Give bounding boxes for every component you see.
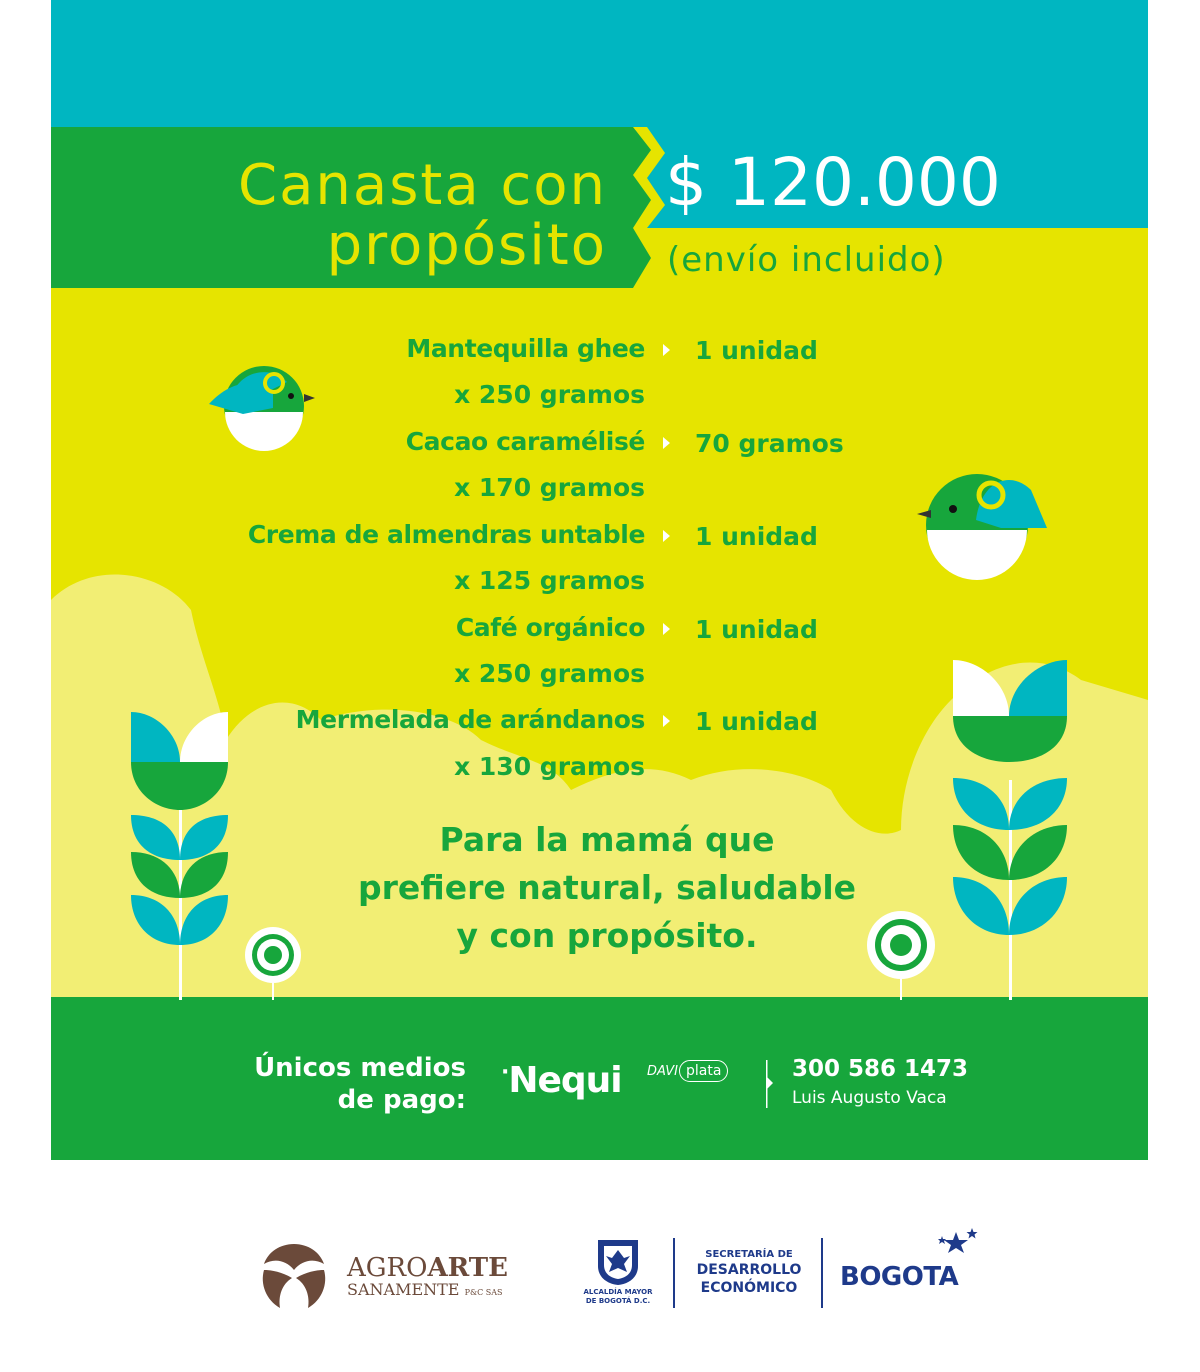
agroarte-company: P&C SAS: [464, 1288, 503, 1297]
payment-label: [254, 1052, 466, 1116]
secretaria-line-2: DESARROLLO: [696, 1262, 802, 1278]
teal-band: [51, 0, 1148, 127]
arrow-icon: [663, 623, 670, 635]
agroarte-sub-text: SANAMENTE: [347, 1280, 460, 1299]
sponsors-footer: [0, 1160, 1200, 1372]
tagline-line-3: y con propósito.: [456, 916, 758, 955]
nequi-logo: ·Nequi: [501, 1060, 622, 1101]
payment-owner: Luis Augusto Vaca: [792, 1088, 947, 1108]
arrow-icon: [663, 530, 670, 542]
payment-phone: 300 586 1473: [792, 1056, 969, 1082]
sponsor-divider: [821, 1238, 823, 1308]
daviplata-prefix: DAVI: [647, 1064, 678, 1079]
product-quantity: 1 unidad: [695, 336, 818, 365]
secretaria-line-1: SECRETARÍA DE: [705, 1249, 793, 1260]
product-name: Crema de almendras untable: [247, 520, 645, 549]
nequi-text: Nequi: [508, 1060, 622, 1101]
product-size: x 130 gramos: [454, 752, 645, 781]
bogota-logo: BOGOTA: [840, 1262, 959, 1292]
tagline-line-1: Para la mamá que: [439, 820, 775, 859]
product-name: Mantequilla ghee: [406, 334, 645, 363]
arrow-icon: [663, 344, 670, 356]
alcaldia-line-2: DE BOGOTÁ D.C.: [585, 1297, 651, 1305]
tagline: [321, 816, 893, 960]
product-size: x 125 gramos: [454, 566, 645, 595]
product-size: x 250 gramos: [454, 659, 645, 688]
agroarte-brand-suffix: ARTE: [427, 1253, 508, 1283]
secretaria-text: [688, 1248, 810, 1297]
product-size: x 250 gramos: [454, 380, 645, 409]
title-line-2: propósito: [326, 213, 607, 278]
alcaldia-line-1: ALCALDÍA MAYOR: [583, 1288, 653, 1296]
arrow-icon: [663, 715, 670, 727]
poster: [51, 0, 1148, 1160]
agroarte-logo-icon: [258, 1240, 330, 1312]
daviplata-logo: [647, 1060, 728, 1082]
agroarte-sub: [347, 1280, 502, 1299]
agroarte-brand: [347, 1253, 508, 1283]
payment-label-line-2: de pago:: [337, 1085, 466, 1115]
product-name: Cacao caramélisé: [405, 427, 645, 456]
product-name: Mermelada de arándanos: [295, 705, 645, 734]
daviplata-suffix: plata: [679, 1060, 728, 1082]
product-quantity: 70 gramos: [695, 429, 844, 458]
payment-label-line-1: Únicos medios: [254, 1053, 466, 1083]
product-quantity: 1 unidad: [695, 615, 818, 644]
price: $ 120.000: [665, 144, 1001, 221]
secretaria-line-3: ECONÓMICO: [700, 1280, 798, 1296]
product-quantity: 1 unidad: [695, 522, 818, 551]
sponsor-divider: [673, 1238, 675, 1308]
arrow-icon: [663, 437, 670, 449]
agroarte-brand-prefix: AGRO: [347, 1253, 428, 1283]
alcaldia-shield-icon: [596, 1238, 640, 1286]
shipping-note: (envío incluido): [667, 240, 946, 280]
product-size: x 170 gramos: [454, 473, 645, 502]
product-quantity: 1 unidad: [695, 707, 818, 736]
tagline-line-2: prefiere natural, saludable: [357, 868, 857, 907]
bogota-stars-icon: [936, 1226, 980, 1258]
alcaldia-text: [570, 1288, 666, 1306]
title-line-1: Canasta con: [237, 153, 607, 218]
product-name: Café orgánico: [455, 613, 645, 642]
